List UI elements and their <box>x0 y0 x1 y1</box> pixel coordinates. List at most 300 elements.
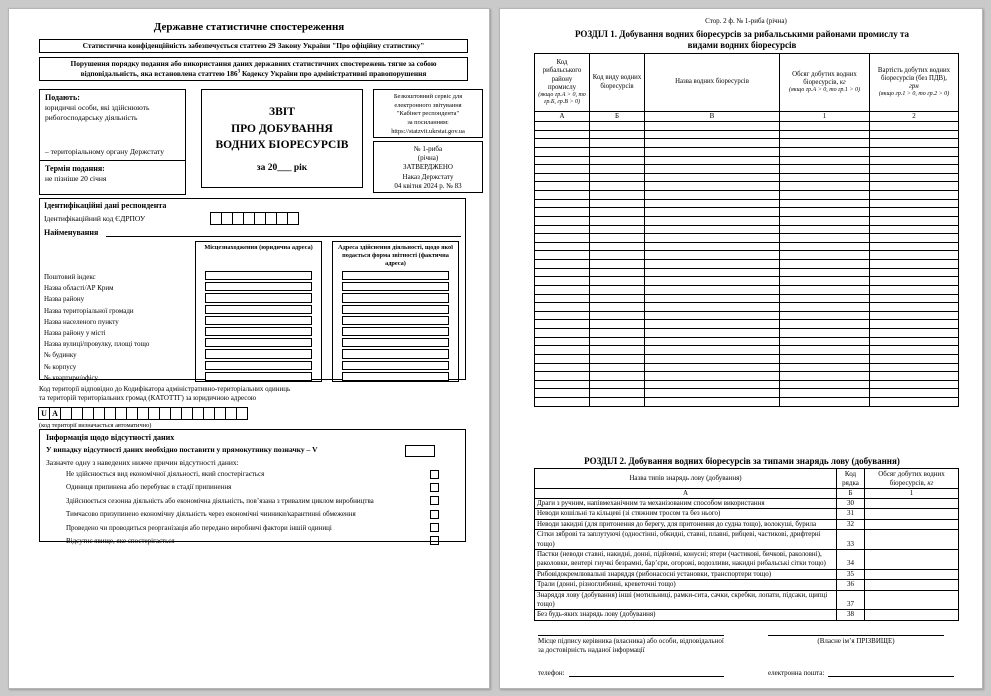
section1-data-cell[interactable] <box>645 156 780 165</box>
section1-data-cell[interactable] <box>870 156 959 165</box>
section1-data-cell[interactable] <box>590 346 645 355</box>
section1-data-row <box>535 147 959 156</box>
approval-order-date: 04 квітня 2024 р. № 83 <box>394 181 462 190</box>
section1-data-row <box>535 277 959 286</box>
section1-data-cell[interactable] <box>590 380 645 389</box>
form-page-2 <box>499 8 983 689</box>
section1-data-cell[interactable] <box>870 182 959 191</box>
section1-data-cell[interactable] <box>535 199 590 208</box>
section1-data-cell[interactable] <box>645 354 780 363</box>
section1-data-cell[interactable] <box>590 199 645 208</box>
section1-data-row <box>535 216 959 225</box>
volume-input-cell[interactable] <box>865 499 959 509</box>
address-input[interactable] <box>205 338 312 347</box>
section1-data-cell[interactable] <box>870 173 959 182</box>
section1-data-cell[interactable] <box>870 320 959 329</box>
confidentiality-notice: Статистична конфіденційність забезпечується статтею 29 Закону України "Про офіційну статистику" <box>39 39 468 53</box>
eservice-link[interactable]: https://statzvit.ukrstat.gov.ua <box>391 127 465 135</box>
section1-data-cell[interactable] <box>780 389 870 398</box>
section1-data-cell[interactable] <box>645 372 780 381</box>
address-input[interactable] <box>205 271 312 280</box>
section1-data-cell[interactable] <box>590 182 645 191</box>
section2-data-row <box>535 590 959 610</box>
section1-data-cell[interactable] <box>645 165 780 174</box>
section1-data-cell[interactable] <box>780 277 870 286</box>
volume-input-cell[interactable] <box>865 550 959 570</box>
address-input[interactable] <box>205 361 312 370</box>
absence-reason-checkbox[interactable] <box>430 523 439 532</box>
legal-address-header: Місцезнаходження (юридична адреса) <box>204 244 313 251</box>
section1-data-cell[interactable] <box>535 363 590 372</box>
section1-data-cell[interactable] <box>780 234 870 243</box>
section1-data-cell[interactable] <box>590 285 645 294</box>
section1-data-cell[interactable] <box>590 122 645 131</box>
section1-data-cell[interactable] <box>870 346 959 355</box>
section1-data-cell[interactable] <box>870 165 959 174</box>
row-code-cell: 34 <box>837 550 865 570</box>
section1-data-cell[interactable] <box>535 216 590 225</box>
section2-data-row <box>535 499 959 509</box>
section1-data-cell[interactable] <box>780 165 870 174</box>
section1-data-row <box>535 199 959 208</box>
absence-reason-checkbox[interactable] <box>430 496 439 505</box>
section1-data-cell[interactable] <box>645 182 780 191</box>
section1-data-row <box>535 182 959 191</box>
section1-data-cell[interactable] <box>590 372 645 381</box>
section1-data-cell[interactable] <box>780 285 870 294</box>
section1-data-cell[interactable] <box>645 285 780 294</box>
address-row-label: № корпусу <box>44 362 77 371</box>
address-input[interactable] <box>205 327 312 336</box>
section1-data-cell[interactable] <box>535 191 590 200</box>
section1-data-cell[interactable] <box>535 173 590 182</box>
absence-reason-row <box>46 481 459 493</box>
section1-data-cell[interactable] <box>590 363 645 372</box>
katottg-cell[interactable] <box>236 407 248 420</box>
section1-data-cell[interactable] <box>645 225 780 234</box>
section1-data-cell[interactable] <box>870 147 959 156</box>
section1-data-cell[interactable] <box>780 122 870 131</box>
section1-data-cell[interactable] <box>780 398 870 407</box>
section1-data-cell[interactable] <box>780 303 870 312</box>
section1-data-cell[interactable] <box>535 147 590 156</box>
letter-cell: Б <box>837 489 865 499</box>
section1-data-cell[interactable] <box>590 329 645 338</box>
section2-data-row <box>535 580 959 590</box>
address-input[interactable] <box>342 316 449 325</box>
section1-data-cell[interactable] <box>780 320 870 329</box>
section1-data-cell[interactable] <box>870 380 959 389</box>
address-input[interactable] <box>342 271 449 280</box>
absence-reason-checkbox[interactable] <box>430 536 439 545</box>
section1-data-cell[interactable] <box>590 294 645 303</box>
section1-data-cell[interactable] <box>645 320 780 329</box>
section1-data-cell[interactable] <box>780 380 870 389</box>
section1-data-cell[interactable] <box>870 354 959 363</box>
section1-data-cell[interactable] <box>870 363 959 372</box>
violation-notice-text-2: Кодексу України про адміністративні правопорушення <box>240 68 427 78</box>
section1-data-cell[interactable] <box>645 329 780 338</box>
section2-data-row <box>535 550 959 570</box>
section1-data-cell[interactable] <box>590 165 645 174</box>
section1-data-cell[interactable] <box>535 380 590 389</box>
section1-data-cell[interactable] <box>645 147 780 156</box>
section1-data-cell[interactable] <box>870 389 959 398</box>
section1-data-cell[interactable] <box>645 389 780 398</box>
section1-data-cell[interactable] <box>535 294 590 303</box>
row-code-cell: 38 <box>837 610 865 620</box>
address-row-label: Назва вулиці/провулку, площі тощо <box>44 340 150 349</box>
gear-type-name-cell: Трали (донні, різноглибинні, креветочні тощо) <box>535 580 837 590</box>
volume-input-cell[interactable] <box>865 530 959 550</box>
section1-data-cell[interactable] <box>535 139 590 148</box>
absence-reason-checkbox[interactable] <box>430 470 439 479</box>
address-input[interactable] <box>205 282 312 291</box>
section1-data-cell[interactable] <box>535 389 590 398</box>
section1-data-cell[interactable] <box>535 208 590 217</box>
section1-data-cell[interactable] <box>535 285 590 294</box>
section1-data-row <box>535 354 959 363</box>
section1-data-cell[interactable] <box>645 398 780 407</box>
identification-title: Ідентифікаційні дані респондента <box>44 201 167 210</box>
section1-data-cell[interactable] <box>590 277 645 286</box>
section1-data-cell[interactable] <box>590 225 645 234</box>
section1-data-row <box>535 130 959 139</box>
submitters-title: Подають: <box>45 93 80 102</box>
section1-data-cell[interactable] <box>780 147 870 156</box>
section1-data-cell[interactable] <box>535 156 590 165</box>
gear-type-name-cell: Неводи кошільні та кільцеві (зі стяжним тросом та без нього) <box>535 509 837 519</box>
section1-data-cell[interactable] <box>535 182 590 191</box>
section1-data-cell[interactable] <box>870 268 959 277</box>
section1-data-cell[interactable] <box>535 372 590 381</box>
section1-data-cell[interactable] <box>535 122 590 131</box>
signature-line[interactable] <box>538 635 724 636</box>
section1-data-cell[interactable] <box>645 277 780 286</box>
section1-data-cell[interactable] <box>535 303 590 312</box>
section1-data-cell[interactable] <box>590 337 645 346</box>
section1-data-cell[interactable] <box>590 216 645 225</box>
section1-data-cell[interactable] <box>590 320 645 329</box>
address-input[interactable] <box>205 305 312 314</box>
eservice-line4: за посиланням: <box>407 118 449 126</box>
section1-data-cell[interactable] <box>870 337 959 346</box>
section1-data-cell[interactable] <box>590 389 645 398</box>
v-mark-box[interactable] <box>405 445 435 457</box>
section1-data-cell[interactable] <box>870 122 959 131</box>
address-grid <box>44 241 461 382</box>
section1-data-cell[interactable] <box>780 260 870 269</box>
page2-header: Стор. 2 ф. № 1-риба (річна) <box>705 17 787 25</box>
section1-data-row <box>535 398 959 407</box>
katottg-code-cells <box>39 407 466 420</box>
section1-data-cell[interactable] <box>535 130 590 139</box>
address-input[interactable] <box>205 372 312 381</box>
section2-data-row <box>535 530 959 550</box>
section1-data-cell[interactable] <box>870 199 959 208</box>
absence-reason-row <box>46 522 459 534</box>
absence-title: Інформація щодо відсутності даних <box>46 433 175 442</box>
report-title-line2: ПРО ДОБУВАННЯ <box>231 122 333 135</box>
section1-data-cell[interactable] <box>780 130 870 139</box>
section1-data-cell[interactable] <box>780 191 870 200</box>
section1-title-line1: РОЗДІЛ 1. Добування водних біоресурсів за рибальськими районами промислу та <box>574 29 910 39</box>
section1-data-cell[interactable] <box>590 398 645 407</box>
section1-data-cell[interactable] <box>645 311 780 320</box>
section1-data-cell[interactable] <box>780 225 870 234</box>
section1-data-cell[interactable] <box>870 130 959 139</box>
section1-data-cell[interactable] <box>535 320 590 329</box>
section1-data-cell[interactable] <box>590 173 645 182</box>
section1-data-cell[interactable] <box>780 251 870 260</box>
section1-data-cell[interactable] <box>870 372 959 381</box>
section1-data-cell[interactable] <box>780 354 870 363</box>
section1-data-cell[interactable] <box>870 234 959 243</box>
report-title-box <box>201 89 363 188</box>
absence-reason-text: Відсутнє явище, яке спостерігається <box>66 536 175 545</box>
section1-data-cell[interactable] <box>780 242 870 251</box>
row-code-cell: 33 <box>837 530 865 550</box>
section1-data-cell[interactable] <box>590 303 645 312</box>
report-year-line: за 20___ рік <box>256 163 308 173</box>
section1-data-cell[interactable] <box>780 346 870 355</box>
violation-notice <box>39 57 468 81</box>
volume-input-cell[interactable] <box>865 509 959 519</box>
address-row-labels <box>44 272 149 384</box>
fullname-line[interactable] <box>768 635 944 636</box>
email-fill-line[interactable] <box>828 669 954 677</box>
section1-data-cell[interactable] <box>645 173 780 182</box>
section1-data-cell[interactable] <box>590 130 645 139</box>
section1-data-cell[interactable] <box>645 380 780 389</box>
section1-data-cell[interactable] <box>780 337 870 346</box>
name-fill-line[interactable] <box>106 228 461 237</box>
section1-data-cell[interactable] <box>535 225 590 234</box>
section1-data-cell[interactable] <box>645 199 780 208</box>
section1-data-cell[interactable] <box>590 156 645 165</box>
address-input[interactable] <box>205 316 312 325</box>
section1-data-cell[interactable] <box>870 294 959 303</box>
section1-data-cell[interactable] <box>645 234 780 243</box>
eservice-line3: "Кабінет респондента" <box>396 110 460 118</box>
respondent-identification-section <box>39 198 466 380</box>
volume-input-cell[interactable] <box>865 590 959 610</box>
section1-data-row <box>535 285 959 294</box>
section1-data-cell[interactable] <box>870 208 959 217</box>
submitters-who: юридичні особи, які здійснюють рибогосподарську діяльність <box>45 103 150 123</box>
address-input[interactable] <box>342 305 449 314</box>
section1-data-cell[interactable] <box>780 216 870 225</box>
section1-data-cell[interactable] <box>590 260 645 269</box>
section1-data-cell[interactable] <box>870 260 959 269</box>
katottg-prefix-cell: A <box>49 407 61 420</box>
section1-data-cell[interactable] <box>590 139 645 148</box>
fullname-caption: (Власне ім’я ПРІЗВИЩЕ) <box>817 637 895 645</box>
section1-data-row <box>535 363 959 372</box>
form-number: № 1-риба <box>413 145 443 153</box>
volume-input-cell[interactable] <box>865 610 959 620</box>
section1-data-cell[interactable] <box>870 139 959 148</box>
section1-data-cell[interactable] <box>535 311 590 320</box>
legal-address-column <box>195 241 322 382</box>
section1-data-cell[interactable] <box>780 294 870 303</box>
section1-data-cell[interactable] <box>645 363 780 372</box>
col-value: Вартість добутих водних біоресурсів (без ПДВ), грн (якщо гр.1 > 0, то гр.2 > 0) <box>870 54 959 112</box>
address-input[interactable] <box>342 338 449 347</box>
report-title-line3: ВОДНИХ БІОРЕСУРСІВ <box>215 139 349 152</box>
section2-letters-row <box>535 489 959 499</box>
document-type-title: Державне статистичне спостереження <box>153 21 345 33</box>
absence-reason-checkbox[interactable] <box>430 483 439 492</box>
section1-data-row <box>535 173 959 182</box>
section1-data-row <box>535 234 959 243</box>
section1-data-cell[interactable] <box>535 354 590 363</box>
phone-fill-line[interactable] <box>569 669 724 677</box>
address-input[interactable] <box>342 293 449 302</box>
absence-reason-row <box>46 535 459 547</box>
section1-data-cell[interactable] <box>780 372 870 381</box>
address-input[interactable] <box>205 349 312 358</box>
section1-data-cell[interactable] <box>780 363 870 372</box>
row-code-cell: 36 <box>837 580 865 590</box>
section1-data-cell[interactable] <box>780 311 870 320</box>
section1-data-cell[interactable] <box>535 268 590 277</box>
section1-data-cell[interactable] <box>780 182 870 191</box>
section1-data-cell[interactable] <box>870 225 959 234</box>
section1-title-line2: видами водних біоресурсів <box>687 40 797 51</box>
section1-data-cell[interactable] <box>870 242 959 251</box>
phone-label: телефон: <box>538 669 565 677</box>
section1-data-cell[interactable] <box>535 346 590 355</box>
section1-data-cell[interactable] <box>645 337 780 346</box>
section1-data-cell[interactable] <box>870 285 959 294</box>
section1-data-cell[interactable] <box>590 242 645 251</box>
section1-data-cell[interactable] <box>535 251 590 260</box>
section1-data-cell[interactable] <box>645 251 780 260</box>
section1-letters-row <box>535 112 959 122</box>
section1-data-cell[interactable] <box>535 337 590 346</box>
section1-data-cell[interactable] <box>645 216 780 225</box>
section1-data-row <box>535 122 959 131</box>
section1-data-cell[interactable] <box>590 354 645 363</box>
address-row-label: Назва територіальної громади <box>44 306 134 315</box>
section1-data-cell[interactable] <box>645 191 780 200</box>
section1-data-cell[interactable] <box>780 199 870 208</box>
volume-input-cell[interactable] <box>865 580 959 590</box>
data-absence-section <box>39 429 466 545</box>
section1-data-cell[interactable] <box>535 398 590 407</box>
address-row-label: Поштовий індекс <box>44 273 96 281</box>
submitters-block <box>39 89 186 195</box>
section1-data-cell[interactable] <box>535 242 590 251</box>
section1-data-cell[interactable] <box>645 139 780 148</box>
section1-data-cell[interactable] <box>645 260 780 269</box>
section1-data-cell[interactable] <box>780 208 870 217</box>
section1-data-cell[interactable] <box>870 398 959 407</box>
section1-data-cell[interactable] <box>590 251 645 260</box>
form-periodicity: (річна) <box>417 154 439 163</box>
col-fishing-district-code: Код рибальського району промислу (якщо гр.А > 0, то гр.Б, гр.В > 0) <box>535 54 590 112</box>
address-input[interactable] <box>205 293 312 302</box>
address-row-label: № квартири/офісу <box>44 373 99 382</box>
address-row-label: № будинку <box>44 351 77 360</box>
section1-data-cell[interactable] <box>535 234 590 243</box>
section1-data-row <box>535 165 959 174</box>
section1-data-row <box>535 372 959 381</box>
absence-reason-text: Не здійснюється вид економічної діяльності, який спостерігається <box>66 470 265 478</box>
section1-data-cell[interactable] <box>535 165 590 174</box>
section1-data-cell[interactable] <box>870 329 959 338</box>
section1-data-cell[interactable] <box>870 251 959 260</box>
section1-data-row <box>535 337 959 346</box>
deadline-box <box>39 161 186 195</box>
section1-data-cell[interactable] <box>590 147 645 156</box>
section1-data-cell[interactable] <box>645 294 780 303</box>
address-row-label: Назва району у місті <box>44 328 106 337</box>
address-input[interactable] <box>342 282 449 291</box>
section1-data-cell[interactable] <box>645 268 780 277</box>
section1-data-cell[interactable] <box>645 242 780 251</box>
section1-data-cell[interactable] <box>870 311 959 320</box>
section1-data-cell[interactable] <box>645 130 780 139</box>
section1-data-cell[interactable] <box>535 277 590 286</box>
absence-instruction-row <box>46 445 459 454</box>
volume-input-cell[interactable] <box>865 519 959 529</box>
section1-data-cell[interactable] <box>780 156 870 165</box>
section1-data-cell[interactable] <box>780 139 870 148</box>
approval-order: Наказ Держстату <box>402 172 454 181</box>
absence-reason-checkbox[interactable] <box>430 510 439 519</box>
section1-data-cell[interactable] <box>535 260 590 269</box>
section1-data-cell[interactable] <box>590 311 645 320</box>
section1-header-row <box>535 54 959 112</box>
section1-data-cell[interactable] <box>590 208 645 217</box>
gear-type-name-cell: Неводи закидні (для притонення до берегу, для притонення до судна тощо), волокуші, бурила <box>535 519 837 529</box>
address-input[interactable] <box>342 361 449 370</box>
section1-data-cell[interactable] <box>645 122 780 131</box>
volume-input-cell[interactable] <box>865 569 959 579</box>
address-input[interactable] <box>342 327 449 336</box>
actual-address-header: Адреса здійснення діяльності, щодо якої подається форма звітності (фактична адреса) <box>338 244 453 268</box>
section1-data-cell[interactable] <box>870 191 959 200</box>
section1-data-cell[interactable] <box>590 268 645 277</box>
section1-data-cell[interactable] <box>645 208 780 217</box>
section1-data-cell[interactable] <box>870 216 959 225</box>
section1-data-cell[interactable] <box>780 329 870 338</box>
section1-data-row <box>535 208 959 217</box>
address-input[interactable] <box>342 349 449 358</box>
section1-data-cell[interactable] <box>780 173 870 182</box>
absence-reasons-list <box>46 468 459 547</box>
section1-data-cell[interactable] <box>870 303 959 312</box>
section1-data-cell[interactable] <box>590 234 645 243</box>
address-input[interactable] <box>342 372 449 381</box>
absence-reason-text: Тимчасово призупинено економічну діяльність через економічні чинники/карантинні обмеження <box>66 510 356 519</box>
section1-data-cell[interactable] <box>870 277 959 286</box>
section1-data-cell[interactable] <box>645 303 780 312</box>
section2-title: РОЗДІЛ 2. Добування водних біоресурсів за типами знарядь лову (добування) <box>584 456 900 466</box>
section1-data-cell[interactable] <box>780 268 870 277</box>
actual-address-column <box>332 241 459 382</box>
edrpou-cell[interactable] <box>287 212 299 225</box>
section1-data-cell[interactable] <box>535 329 590 338</box>
deadline-value: не пізніше 20 січня <box>45 174 107 184</box>
section1-data-row <box>535 329 959 338</box>
row-code-cell: 32 <box>837 519 865 529</box>
section1-data-cell[interactable] <box>590 191 645 200</box>
section1-data-cell[interactable] <box>645 346 780 355</box>
section2-data-row <box>535 519 959 529</box>
